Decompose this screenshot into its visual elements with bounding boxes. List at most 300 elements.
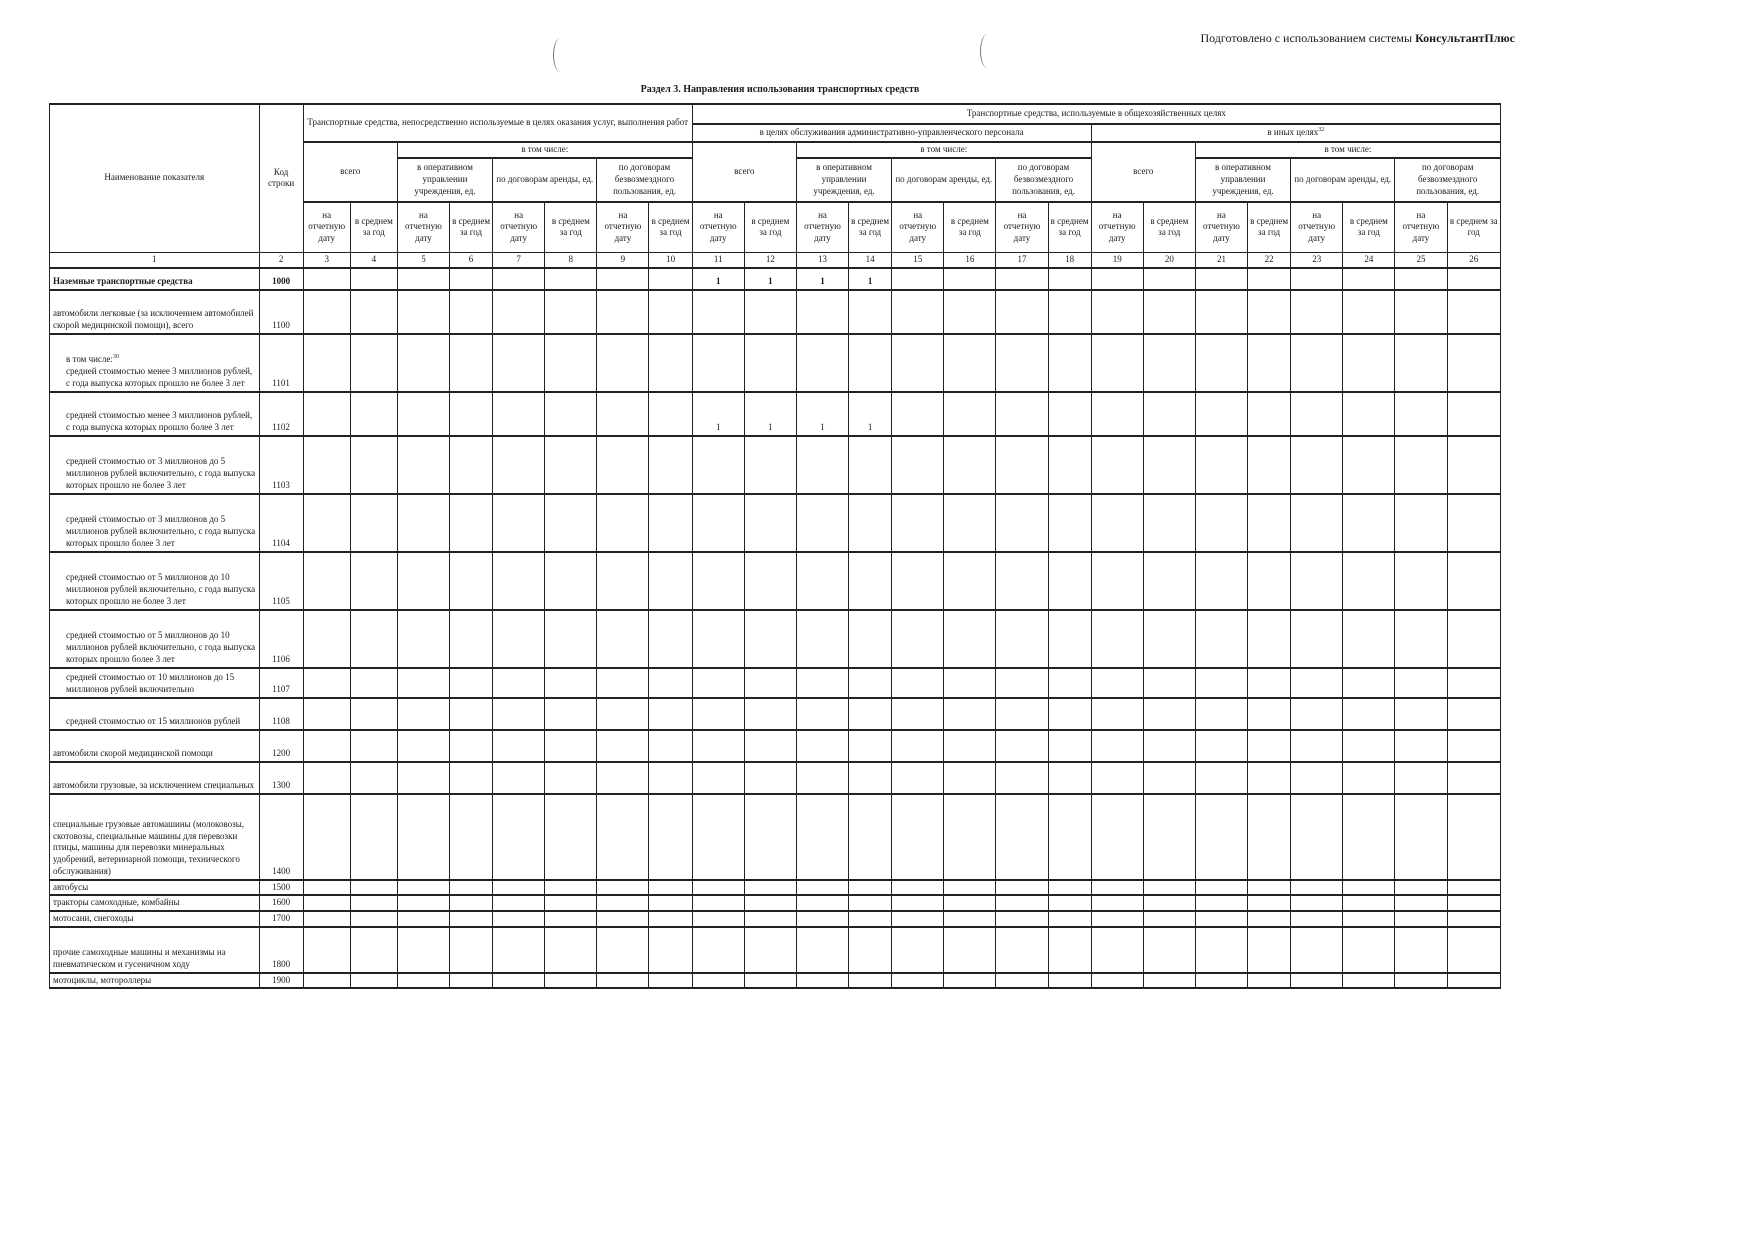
table-row — [50, 794, 1501, 880]
value-cell-col-9 — [597, 610, 649, 668]
header-on-date: на отчетную дату — [1091, 202, 1143, 252]
value-cell-col-18 — [1048, 794, 1091, 880]
value-cell-col-23 — [1291, 927, 1343, 973]
value-cell-col-13: 1 — [796, 392, 848, 436]
value-cell-col-26 — [1447, 730, 1501, 762]
value-cell-col-22 — [1248, 973, 1291, 989]
value-cell-col-21 — [1195, 668, 1247, 698]
row-name-text: мотоциклы, мотороллеры — [53, 974, 152, 985]
value-cell-col-8 — [545, 927, 597, 973]
value-cell-col-4 — [350, 268, 397, 290]
row-name-text: прочие самоходные машины и механизмы на пневматическом и гусеничном ходу — [53, 947, 226, 969]
header-on-date: на отчетную дату — [493, 202, 545, 252]
column-number: 6 — [450, 252, 493, 268]
value-cell-col-7 — [493, 911, 545, 927]
value-cell-col-13 — [796, 880, 848, 896]
value-cell-col-23 — [1291, 698, 1343, 730]
value-cell-col-25 — [1395, 973, 1447, 989]
value-cell-col-7 — [493, 552, 545, 610]
value-cell-col-13 — [796, 494, 848, 552]
value-cell-col-7 — [493, 610, 545, 668]
value-cell-col-19 — [1091, 668, 1143, 698]
value-cell-col-9 — [597, 392, 649, 436]
value-cell-col-20 — [1143, 436, 1195, 494]
header-on-date: на отчетную дату — [796, 202, 848, 252]
value-cell-col-21 — [1195, 436, 1247, 494]
value-cell-col-20 — [1143, 392, 1195, 436]
value-cell-col-15 — [892, 927, 944, 973]
value-cell-col-26 — [1447, 895, 1501, 911]
value-cell-col-22 — [1248, 895, 1291, 911]
value-cell-col-12 — [744, 436, 796, 494]
value-cell-col-18 — [1048, 927, 1091, 973]
header-on-date: на отчетную дату — [996, 202, 1048, 252]
value-cell-col-18 — [1048, 290, 1091, 334]
row-name-text: специальные грузовые автомашины (молоковозы, скотовозы, специальные машины для перевозки птицы, машины для перевозки минеральных удобрений, ветеринарной помощи, технического обслуживания) — [53, 819, 245, 876]
row-code: 1107 — [259, 668, 303, 698]
value-cell-col-16 — [944, 973, 996, 989]
value-cell-col-16 — [944, 268, 996, 290]
value-cell-col-7 — [493, 895, 545, 911]
row-name — [50, 762, 260, 794]
value-cell-col-23 — [1291, 290, 1343, 334]
header-avg-year: в среднем за год — [450, 202, 493, 252]
value-cell-col-23 — [1291, 762, 1343, 794]
value-cell-col-14 — [849, 494, 892, 552]
row-name-text: тракторы самоходные, комбайны — [53, 897, 180, 908]
value-cell-col-11 — [692, 927, 744, 973]
value-cell-col-15 — [892, 610, 944, 668]
row-name-text: автомобили легковые (за исключением автомобилей скорой медицинской помощи), всего — [53, 308, 254, 330]
value-cell-col-14 — [849, 730, 892, 762]
value-cell-col-21 — [1195, 762, 1247, 794]
value-cell-col-26 — [1447, 494, 1501, 552]
value-cell-col-10 — [649, 927, 692, 973]
value-cell-col-25 — [1395, 698, 1447, 730]
column-number: 11 — [692, 252, 744, 268]
value-cell-col-3 — [303, 610, 350, 668]
value-cell-col-24 — [1343, 268, 1395, 290]
header-lease-direct: по договорам аренды, ед. — [493, 158, 597, 202]
value-cell-col-7 — [493, 268, 545, 290]
value-cell-col-5 — [397, 392, 449, 436]
value-cell-col-11 — [692, 494, 744, 552]
value-cell-col-9 — [597, 698, 649, 730]
value-cell-col-21 — [1195, 911, 1247, 927]
value-cell-col-7 — [493, 973, 545, 989]
value-cell-col-15 — [892, 880, 944, 896]
header-avg-year: в среднем за год — [1343, 202, 1395, 252]
value-cell-col-9 — [597, 268, 649, 290]
value-cell-col-20 — [1143, 911, 1195, 927]
value-cell-col-11 — [692, 911, 744, 927]
value-cell-col-23 — [1291, 730, 1343, 762]
value-cell-col-15 — [892, 973, 944, 989]
value-cell-col-3 — [303, 927, 350, 973]
header-on-date: на отчетную дату — [303, 202, 350, 252]
value-cell-col-6 — [450, 552, 493, 610]
value-cell-col-11 — [692, 668, 744, 698]
value-cell-col-9 — [597, 927, 649, 973]
value-cell-col-12 — [744, 290, 796, 334]
value-cell-col-24 — [1343, 880, 1395, 896]
row-name-text: средней стоимостью от 5 миллионов до 10 миллионов рублей включительно, с года выпуска которых прошло более 3 лет — [66, 630, 256, 664]
value-cell-col-7 — [493, 762, 545, 794]
value-cell-col-24 — [1343, 668, 1395, 698]
value-cell-col-12 — [744, 668, 796, 698]
value-cell-col-13 — [796, 552, 848, 610]
table-row — [50, 927, 1501, 973]
table-row — [50, 392, 1501, 436]
value-cell-col-15 — [892, 268, 944, 290]
value-cell-col-13 — [796, 973, 848, 989]
value-cell-col-23 — [1291, 552, 1343, 610]
value-cell-col-20 — [1143, 794, 1195, 880]
value-cell-col-19 — [1091, 436, 1143, 494]
value-cell-col-10 — [649, 290, 692, 334]
value-cell-col-6 — [450, 334, 493, 392]
value-cell-col-13 — [796, 762, 848, 794]
value-cell-col-25 — [1395, 911, 1447, 927]
value-cell-col-8 — [545, 334, 597, 392]
value-cell-col-17 — [996, 698, 1048, 730]
value-cell-col-24 — [1343, 436, 1395, 494]
value-cell-col-10 — [649, 436, 692, 494]
header-general-use: Транспортные средства, используемые в общехозяйственных целях — [692, 104, 1500, 124]
header-including-direct: в том числе: — [397, 142, 692, 158]
value-cell-col-5 — [397, 880, 449, 896]
value-cell-col-16 — [944, 290, 996, 334]
value-cell-col-24 — [1343, 494, 1395, 552]
value-cell-col-5 — [397, 698, 449, 730]
header-avg-year: в среднем за год — [944, 202, 996, 252]
value-cell-col-5 — [397, 552, 449, 610]
row-code: 1800 — [259, 927, 303, 973]
column-number: 17 — [996, 252, 1048, 268]
value-cell-col-13 — [796, 730, 848, 762]
value-cell-col-6 — [450, 895, 493, 911]
value-cell-col-26 — [1447, 762, 1501, 794]
row-name — [50, 334, 260, 392]
value-cell-col-6 — [450, 494, 493, 552]
value-cell-col-6 — [450, 794, 493, 880]
value-cell-col-16 — [944, 668, 996, 698]
value-cell-col-16 — [944, 911, 996, 927]
value-cell-col-19 — [1091, 334, 1143, 392]
value-cell-col-11 — [692, 698, 744, 730]
value-cell-col-4 — [350, 668, 397, 698]
value-cell-col-14 — [849, 436, 892, 494]
column-number: 5 — [397, 252, 449, 268]
row-name — [50, 973, 260, 989]
table-row — [50, 268, 1501, 290]
value-cell-col-24 — [1343, 794, 1395, 880]
value-cell-col-10 — [649, 494, 692, 552]
value-cell-col-12 — [744, 762, 796, 794]
value-cell-col-10 — [649, 392, 692, 436]
row-name-text: средней стоимостью менее 3 миллионов рублей, с года выпуска которых прошло более 3 лет — [66, 410, 253, 432]
value-cell-col-4 — [350, 610, 397, 668]
value-cell-col-11 — [692, 730, 744, 762]
value-cell-col-22 — [1248, 911, 1291, 927]
value-cell-col-24 — [1343, 730, 1395, 762]
value-cell-col-21 — [1195, 880, 1247, 896]
header-direct-use: Транспортные средства, непосредственно используемые в целях оказания услуг, выполнения работ — [303, 104, 692, 142]
value-cell-col-19 — [1091, 880, 1143, 896]
row-name — [50, 290, 260, 334]
value-cell-col-25 — [1395, 552, 1447, 610]
value-cell-col-3 — [303, 334, 350, 392]
value-cell-col-11 — [692, 290, 744, 334]
value-cell-col-6 — [450, 911, 493, 927]
header-including-other: в том числе: — [1195, 142, 1500, 158]
value-cell-col-17 — [996, 880, 1048, 896]
value-cell-col-26 — [1447, 290, 1501, 334]
value-cell-col-21 — [1195, 730, 1247, 762]
value-cell-col-24 — [1343, 895, 1395, 911]
value-cell-col-18 — [1048, 911, 1091, 927]
value-cell-col-16 — [944, 334, 996, 392]
header-free-use-other: по договорам безвозмездного пользования, ед. — [1395, 158, 1501, 202]
value-cell-col-14 — [849, 911, 892, 927]
value-cell-col-24 — [1343, 911, 1395, 927]
header-on-date: на отчетную дату — [597, 202, 649, 252]
header-admin-staff: в целях обслуживания административно-управленческого персонала — [692, 124, 1091, 142]
row-code: 1105 — [259, 552, 303, 610]
column-number: 10 — [649, 252, 692, 268]
value-cell-col-11 — [692, 973, 744, 989]
column-number: 18 — [1048, 252, 1091, 268]
value-cell-col-11: 1 — [692, 392, 744, 436]
value-cell-col-5 — [397, 973, 449, 989]
value-cell-col-5 — [397, 794, 449, 880]
column-number: 20 — [1143, 252, 1195, 268]
value-cell-col-4 — [350, 927, 397, 973]
value-cell-col-19 — [1091, 392, 1143, 436]
value-cell-col-23 — [1291, 973, 1343, 989]
value-cell-col-11 — [692, 436, 744, 494]
value-cell-col-7 — [493, 290, 545, 334]
header-avg-year: в среднем за год — [1143, 202, 1195, 252]
value-cell-col-3 — [303, 552, 350, 610]
column-number: 24 — [1343, 252, 1395, 268]
row-name — [50, 392, 260, 436]
value-cell-col-5 — [397, 494, 449, 552]
table-row — [50, 552, 1501, 610]
value-cell-col-8 — [545, 698, 597, 730]
value-cell-col-15 — [892, 730, 944, 762]
value-cell-col-6 — [450, 762, 493, 794]
value-cell-col-3 — [303, 392, 350, 436]
column-number: 4 — [350, 252, 397, 268]
value-cell-col-12 — [744, 730, 796, 762]
value-cell-col-11 — [692, 762, 744, 794]
value-cell-col-8 — [545, 762, 597, 794]
value-cell-col-22 — [1248, 392, 1291, 436]
value-cell-col-15 — [892, 762, 944, 794]
row-name-text: средней стоимостью от 3 миллионов до 5 миллионов рублей включительно, с года выпуска которых прошло более 3 лет — [66, 514, 256, 548]
value-cell-col-14 — [849, 880, 892, 896]
value-cell-col-12 — [744, 911, 796, 927]
value-cell-col-3 — [303, 494, 350, 552]
value-cell-col-14: 1 — [849, 268, 892, 290]
value-cell-col-21 — [1195, 610, 1247, 668]
value-cell-col-10 — [649, 610, 692, 668]
value-cell-col-9 — [597, 973, 649, 989]
value-cell-col-21 — [1195, 392, 1247, 436]
value-cell-col-26 — [1447, 334, 1501, 392]
column-number: 25 — [1395, 252, 1447, 268]
value-cell-col-23 — [1291, 334, 1343, 392]
value-cell-col-9 — [597, 436, 649, 494]
value-cell-col-17 — [996, 794, 1048, 880]
value-cell-col-25 — [1395, 334, 1447, 392]
prepared-with-note — [1200, 31, 1515, 46]
value-cell-col-10 — [649, 895, 692, 911]
row-name — [50, 730, 260, 762]
value-cell-col-14 — [849, 794, 892, 880]
value-cell-col-9 — [597, 334, 649, 392]
value-cell-col-26 — [1447, 436, 1501, 494]
header-including-admin: в том числе: — [796, 142, 1091, 158]
value-cell-col-17 — [996, 668, 1048, 698]
value-cell-col-5 — [397, 911, 449, 927]
value-cell-col-21 — [1195, 552, 1247, 610]
row-code: 1400 — [259, 794, 303, 880]
value-cell-col-18 — [1048, 762, 1091, 794]
value-cell-col-26 — [1447, 392, 1501, 436]
value-cell-col-25 — [1395, 895, 1447, 911]
value-cell-col-24 — [1343, 973, 1395, 989]
row-name — [50, 911, 260, 927]
column-number: 26 — [1447, 252, 1501, 268]
table-row — [50, 610, 1501, 668]
value-cell-col-4 — [350, 436, 397, 494]
value-cell-col-21 — [1195, 895, 1247, 911]
value-cell-col-8 — [545, 392, 597, 436]
column-number: 12 — [744, 252, 796, 268]
scan-artifact-left — [553, 38, 568, 72]
value-cell-col-13: 1 — [796, 268, 848, 290]
value-cell-col-6 — [450, 436, 493, 494]
value-cell-col-5 — [397, 290, 449, 334]
value-cell-col-21 — [1195, 794, 1247, 880]
value-cell-col-19 — [1091, 973, 1143, 989]
value-cell-col-8 — [545, 973, 597, 989]
value-cell-col-19 — [1091, 494, 1143, 552]
value-cell-col-18 — [1048, 698, 1091, 730]
value-cell-col-24 — [1343, 762, 1395, 794]
value-cell-col-25 — [1395, 668, 1447, 698]
value-cell-col-10 — [649, 698, 692, 730]
transport-usage-table — [49, 103, 1501, 989]
header-lease-other: по договорам аренды, ед. — [1291, 158, 1395, 202]
column-number: 23 — [1291, 252, 1343, 268]
value-cell-col-12 — [744, 895, 796, 911]
header-avg-year: в среднем за год — [1447, 202, 1501, 252]
value-cell-col-3 — [303, 730, 350, 762]
value-cell-col-8 — [545, 895, 597, 911]
value-cell-col-13 — [796, 610, 848, 668]
value-cell-col-13 — [796, 895, 848, 911]
header-on-date: на отчетную дату — [397, 202, 449, 252]
value-cell-col-8 — [545, 610, 597, 668]
column-number: 9 — [597, 252, 649, 268]
value-cell-col-5 — [397, 730, 449, 762]
value-cell-col-20 — [1143, 552, 1195, 610]
value-cell-col-3 — [303, 436, 350, 494]
value-cell-col-3 — [303, 290, 350, 334]
value-cell-col-20 — [1143, 268, 1195, 290]
column-number: 8 — [545, 252, 597, 268]
header-avg-year: в среднем за год — [1048, 202, 1091, 252]
value-cell-col-11 — [692, 794, 744, 880]
value-cell-col-16 — [944, 927, 996, 973]
value-cell-col-20 — [1143, 973, 1195, 989]
value-cell-col-24 — [1343, 698, 1395, 730]
value-cell-col-26 — [1447, 911, 1501, 927]
value-cell-col-19 — [1091, 730, 1143, 762]
value-cell-col-14: 1 — [849, 392, 892, 436]
value-cell-col-14 — [849, 973, 892, 989]
value-cell-col-14 — [849, 698, 892, 730]
header-on-date: на отчетную дату — [692, 202, 744, 252]
value-cell-col-16 — [944, 698, 996, 730]
row-name-text: Наземные транспортные средства — [53, 275, 193, 286]
value-cell-col-21 — [1195, 290, 1247, 334]
value-cell-col-6 — [450, 610, 493, 668]
value-cell-col-8 — [545, 880, 597, 896]
value-cell-col-10 — [649, 794, 692, 880]
value-cell-col-5 — [397, 895, 449, 911]
value-cell-col-16 — [944, 762, 996, 794]
other-purposes-footnote: 32 — [1318, 127, 1325, 134]
row-name — [50, 895, 260, 911]
value-cell-col-4 — [350, 494, 397, 552]
row-name — [50, 927, 260, 973]
value-cell-col-14 — [849, 334, 892, 392]
value-cell-col-12 — [744, 794, 796, 880]
value-cell-col-22 — [1248, 290, 1291, 334]
value-cell-col-14 — [849, 927, 892, 973]
column-number: 3 — [303, 252, 350, 268]
row-name-text: мотосани, снегоходы — [53, 912, 134, 923]
value-cell-col-5 — [397, 762, 449, 794]
header-total-direct: всего — [303, 142, 397, 202]
value-cell-col-24 — [1343, 927, 1395, 973]
value-cell-col-22 — [1248, 794, 1291, 880]
value-cell-col-10 — [649, 911, 692, 927]
value-cell-col-11 — [692, 880, 744, 896]
value-cell-col-4 — [350, 895, 397, 911]
value-cell-col-25 — [1395, 494, 1447, 552]
value-cell-col-17 — [996, 762, 1048, 794]
value-cell-col-19 — [1091, 895, 1143, 911]
row-name-prefix-line — [66, 354, 257, 366]
value-cell-col-15 — [892, 911, 944, 927]
value-cell-col-16 — [944, 610, 996, 668]
value-cell-col-12 — [744, 334, 796, 392]
value-cell-col-12 — [744, 494, 796, 552]
value-cell-col-20 — [1143, 762, 1195, 794]
value-cell-col-3 — [303, 268, 350, 290]
column-number: 14 — [849, 252, 892, 268]
header-other-purposes — [1091, 124, 1500, 142]
value-cell-col-26 — [1447, 794, 1501, 880]
column-number: 19 — [1091, 252, 1143, 268]
header-avg-year: в среднем за год — [350, 202, 397, 252]
value-cell-col-25 — [1395, 392, 1447, 436]
